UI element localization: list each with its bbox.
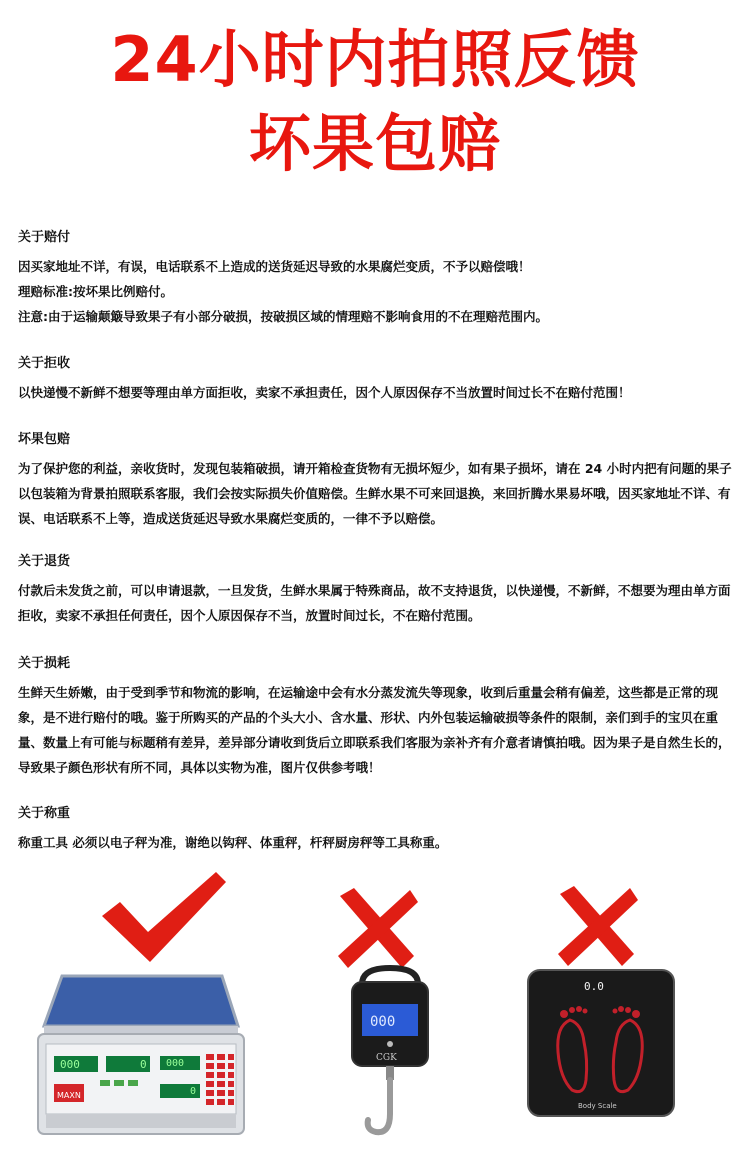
hook-scale-image [340, 964, 440, 1154]
section-line: 称重工具 必须以电子秤为准，谢绝以钩秤、体重秤，杆秤厨房秤等工具称重。 [18, 835, 448, 850]
section-loss [18, 654, 736, 780]
section-paragraph: 生鲜天生娇嫩，由于受到季节和物流的影响，在运输途中会有水分蒸发流失等现象，收到后重量会稍有偏差，这些都是正常的现象，是不进行赔付的哦。鉴于所购买的产品的个头大小、含水量、形状、内外包装运输破损等条件的限制，亲们到手的宝贝在重量、数量上有可能与标题稍有差异，差异部分请收到货后立即联系我们客服为亲补齐有介意者请慎拍哦。因为果子是自然生长的，导致果子颜色形状有所不同，具体以实物为准，图片仅供参考哦！ [18, 685, 731, 775]
section-line: 以快递慢不新鲜不想要等理由单方面拒收，卖家不承担责任，因个人原因保存不当放置时间过长不在赔付范围！ [18, 385, 631, 400]
hook-display: 000 [370, 1014, 396, 1030]
section-title: 关于赔付 [18, 230, 71, 245]
section-returns [18, 552, 736, 628]
checkmark-icon [98, 870, 228, 970]
cross-icon [554, 884, 640, 968]
section-title: 关于退货 [18, 554, 71, 569]
section-rejection [18, 354, 736, 405]
display-a: 000 [60, 1058, 80, 1071]
headline-line-1: 24小时内拍照反馈 [110, 23, 640, 96]
body-display: 0.0 [584, 980, 604, 993]
section-compensation [18, 228, 736, 329]
section-bad-fruit [18, 430, 736, 531]
section-title: 坏果包赔 [18, 432, 71, 447]
section-paragraph: 为了保护您的利益，亲收货时，发现包装箱破损，请开箱检查货物有无损坏短少，如有果子损坏，请在 24 小时内把有问题的果子以包装箱为背景拍照联系客服，我们会按实际损失价值赔偿。生鲜水果不可来回退换，来回折腾水果易坏哦，因买家地址不详、有误、电话联系不上等，造成送货延迟导致水果腐烂变质的，一律不予以赔偿。 [18, 461, 732, 526]
weighing-tools-gallery [30, 868, 720, 1153]
body-scale-label: Body Scale [578, 1102, 617, 1110]
display-b: 0 [140, 1058, 147, 1071]
headline-line-2: 坏果包赔 [248, 107, 501, 180]
cross-icon [334, 886, 420, 970]
scale-brand: MAXN [57, 1091, 81, 1100]
section-title: 关于称重 [18, 806, 71, 821]
section-paragraph: 付款后未发货之前，可以申请退款，一旦发货，生鲜水果属于特殊商品，故不支持退货，以快递慢，不新鲜，不想要为理由单方面拒收，卖家不承担任何责任，因个人原因保存不当，放置时间过长，不在赔付范围。 [18, 583, 731, 623]
section-weighing [18, 804, 736, 855]
section-title: 关于拒收 [18, 356, 71, 371]
body-scale-rejected [520, 868, 690, 1153]
body-scale-image [526, 968, 676, 1118]
display-c: 000 [166, 1058, 185, 1069]
section-line: 理赔标准:按坏果比例赔付。 [18, 284, 173, 299]
electronic-scale-approved [30, 868, 260, 1153]
section-line: 因买家地址不详，有误，电话联系不上造成的送货延迟导致的水果腐烂变质，不予以赔偿哦！ [18, 259, 531, 274]
display-d: 0 [190, 1086, 197, 1097]
hook-brand: CGK [376, 1053, 397, 1063]
electronic-scale-image [30, 968, 260, 1148]
section-title: 关于损耗 [18, 656, 71, 671]
section-line: 注意:由于运输颠簸导致果子有小部分破损，按破损区域的情理赔不影响食用的不在理赔范围内。 [18, 309, 549, 324]
hook-scale-rejected [310, 868, 460, 1153]
